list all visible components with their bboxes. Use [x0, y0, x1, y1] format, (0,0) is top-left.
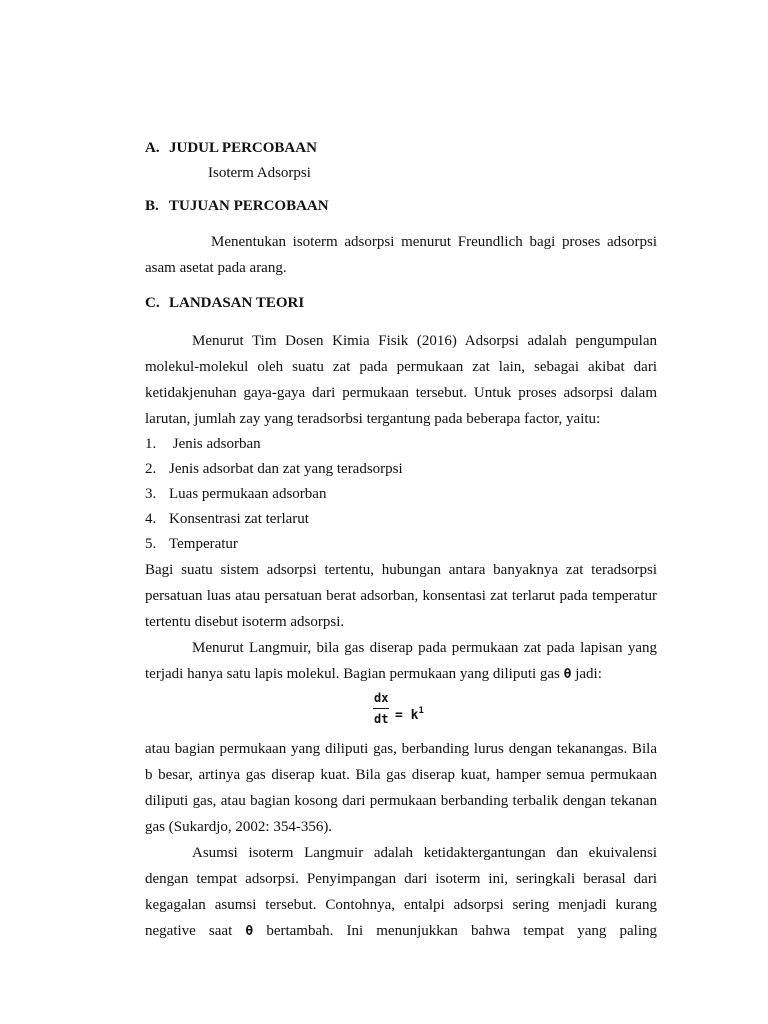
paragraph-gas-pressure: atau bagian permukaan yang diliputi gas, berbanding lurus dengan tekanangas. Bila b besar, artinya gas diserap kuat. Bila gas diserap kuat, hamper semua permukaan diliputi gas, atau bagian kosong dari permukaan berbanding terbalik dengan tekanan gas (Sukardjo, 2002: 354-356).	[145, 741, 657, 835]
section-a-title: JUDUL PERCOBAAN	[169, 140, 317, 156]
document-content	[145, 136, 657, 945]
theta-symbol: θ	[563, 667, 572, 682]
section-a-number: A.	[145, 140, 160, 156]
section-b-heading	[145, 194, 657, 219]
formula-fraction	[373, 690, 389, 727]
section-a-heading	[145, 136, 657, 161]
section-c-heading	[145, 291, 657, 316]
list-item: 3. Luas permukaan adsorban	[145, 486, 327, 502]
list-item: 5. Temperatur	[145, 536, 238, 552]
paragraph-isoterm-definition: Bagi suatu sistem adsorpsi tertentu, hubungan antara banyaknya zat teradsorpsi persatuan luas atau persatuan berat adsorban, konsentasi zat terlarut pada temperatur tertentu disebut isoterm adsorpsi.	[145, 562, 657, 630]
formula-exponent: 1	[418, 706, 424, 716]
list-item: 4. Konsentrasi zat terlarut	[145, 511, 309, 527]
section-c-title: LANDASAN TEORI	[169, 295, 305, 311]
langmuir-formula	[145, 690, 657, 736]
paragraph-langmuir: Menurut Langmuir, bila gas diserap pada permukaan zat pada lapisan yang terjadi hanya satu lapis molekul. Bagian permukaan yang diliputi gas θ jadi:	[145, 640, 657, 682]
formula-denominator: dt	[374, 712, 389, 726]
section-b-title: TUJUAN PERCOBAAN	[169, 198, 329, 214]
fraction-bar	[373, 708, 389, 709]
formula-numerator: dx	[374, 691, 389, 705]
list-item: 2. Jenis adsorbat dan zat yang teradsorpsi	[145, 461, 403, 477]
formula-rhs: = $k^1$	[395, 706, 424, 723]
factor-list	[145, 432, 657, 557]
theta-symbol: θ	[245, 924, 254, 939]
section-a-subtitle: Isoterm Adsorpsi	[208, 165, 311, 181]
section-b-number: B.	[145, 198, 159, 214]
section-b-text: Menentukan isoterm adsorpsi menurut Freundlich bagi proses adsorpsi asam asetat pada arang.	[145, 234, 657, 276]
list-item: 1. Jenis adsorban	[145, 436, 261, 452]
paragraph-adsorpsi-definition: Menurut Tim Dosen Kimia Fisik (2016) Adsorpsi adalah pengumpulan molekul-molekul oleh suatu zat pada permukaan zat lain, sebagai akibat dari ketidakjenuhan gaya-gaya dari permukaan tersebut. Untuk proses adsorpsi dalam larutan, jumlah zay yang teradsorbsi tergantung pada beberapa factor, yaitu:	[145, 333, 657, 427]
paragraph-langmuir-assumption: Asumsi isoterm Langmuir adalah ketidaktergantungan dan ekuivalensi dengan tempat adsorpsi. Penyimpangan dari isoterm ini, seringkali berasal dari kegagalan asumsi tersebut. Contohnya, entalpi adsorpsi sering menjadi kurang negative saat θ bertambah. Ini menunjukkan bahwa tempat yang paling	[145, 845, 657, 939]
section-c-number: C.	[145, 295, 160, 311]
